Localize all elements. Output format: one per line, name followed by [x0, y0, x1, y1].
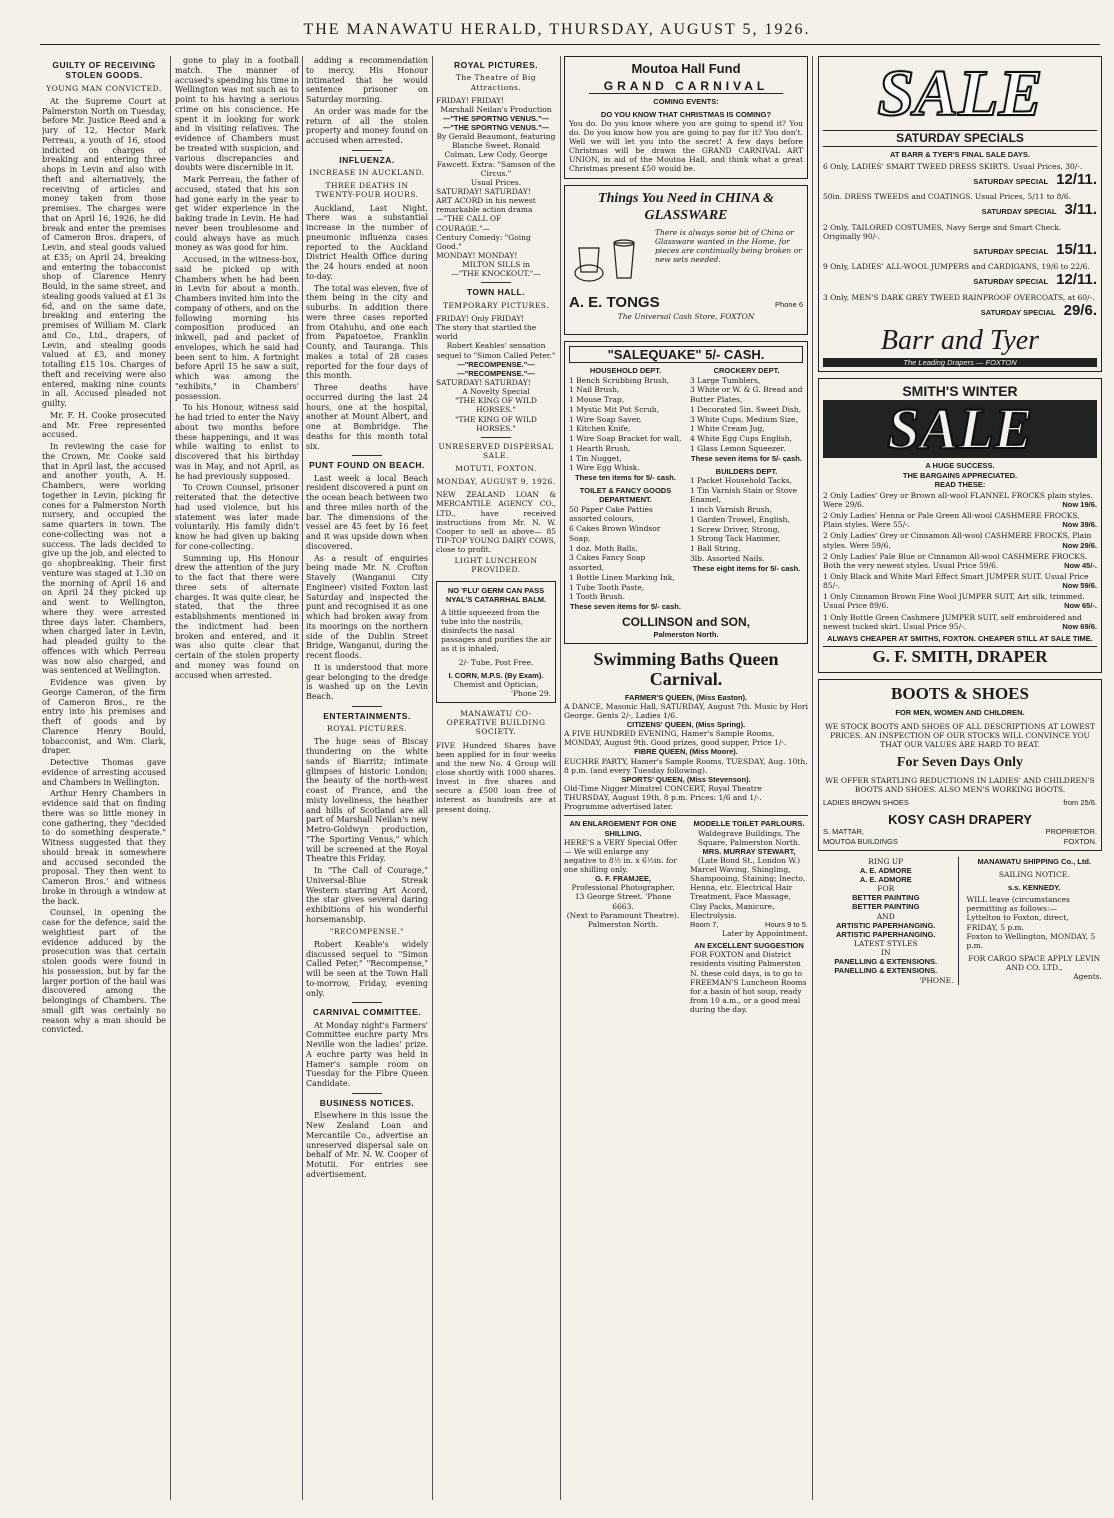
farmers-queen: FARMER'S QUEEN, (Miss Easton). — [624, 692, 748, 702]
barr-tyer-logo: Barr and Tyer — [880, 325, 1040, 357]
special-label: SATURDAY SPECIAL — [973, 246, 1049, 256]
boots-ladies: LADIES BROWN SHOES — [823, 798, 909, 808]
special-text: 3 Only, MEN'S DARK GREY TWEED RAINPROOF OVERCOATS, at 60/-. — [823, 292, 1095, 302]
smith-item-price: Now 59/6. — [1062, 581, 1097, 591]
town-line: "THE KING OF WILD HORSES." — [455, 396, 537, 415]
article-headline: GUILTY OF RECEIVING STOLEN GOODS. — [52, 60, 156, 81]
enlarge-town: Palmerston North. — [587, 919, 659, 929]
farmers-para: A DANCE, Masonic Hall, SATURDAY, August 7th. Music by Hori George. Gents 2/-, Ladies 1/6. — [564, 701, 808, 720]
smith-sale-word: SALE — [823, 400, 1097, 458]
sports-queen: SPORTS' QUEEN, (Miss Stevenson). — [621, 774, 751, 784]
admore-paperhanging: ARTISTIC PAPERHANGING. — [836, 929, 936, 939]
article-paragraph: Mark Perreau, the father of accused, stated that his son had gone early in the year to get wider experience in the baking trade in Levin. He had never been troublesome and could always have as much money as was good for him. — [175, 175, 299, 253]
article-paragraph: Summing up, His Honour drew the attention of the jury to the fact that there were three sets of alternate charges. It was quite clear, he stated, that the three establishments mentioned in the indictment had been broken and entered, and it was also quite clear that certain of the stolen property and money was found on accused when arrested. — [175, 553, 299, 680]
specials-list — [823, 162, 1097, 320]
smith-item — [823, 613, 1097, 631]
royal-line: MONDAY! MONDAY! — [436, 251, 518, 261]
builders-item: 1 Garden Trowel, English, — [690, 514, 790, 524]
special-label: SATURDAY SPECIAL — [973, 277, 1049, 287]
crockery-item: 3 White or W. & G. Bread and Butter Plates, — [690, 385, 803, 405]
enlarge-addr2: (Next to Paramount Theatre). — [566, 910, 680, 920]
royal-line: By Gerald Beaumont, featuring Blanche Sweet, Ronald Colman, Lew Cody, George Fawcett. Extra: "Samson of the Circus." — [436, 132, 556, 178]
boots-firm: KOSY CASH DRAPERY — [888, 811, 1032, 827]
moutoa-question: DO YOU KNOW THAT CHRISTMAS IS COMING? — [600, 109, 772, 119]
coop-paragraph: FIVE Hundred Shares have been applied for in four weeks and the new No. 4 Group will close shortly with 1000 shares. Invest in five shares and secure a £500 loan free of interest as hundreds are at present doing. — [436, 740, 556, 814]
entertainments-headline: ENTERTAINMENTS. — [323, 710, 411, 721]
article-paragraph: Elsewhere in this issue the New Zealand Loan and Mercantile Co., advertise an unreserved dispersal sale on behalf of Mr. N. W. Cooper of Motutii. For entries see advertisement. — [306, 1111, 428, 1179]
moutoa-sub: GRAND CARNIVAL — [589, 79, 783, 95]
article-paragraph: It is understood that more gear belonging to the dredge is washed up on the Levin Beach. — [306, 662, 428, 702]
admore-and: AND — [876, 911, 895, 921]
royal-subhead: The Theatre of Big Attractions. — [455, 73, 537, 92]
divider — [352, 150, 382, 151]
household-item: 1 Bench Scrubbing Brush, — [569, 375, 670, 385]
royal-line: FRIDAY! FRIDAY! — [436, 95, 505, 105]
special-label: SATURDAY SPECIAL — [980, 307, 1056, 317]
boots-prop: PROPRIETOR. — [1045, 827, 1097, 837]
shipping-cargo: FOR CARGO SPACE APPLY LEVIN AND CO. LTD., — [968, 953, 1101, 973]
town-line: SATURDAY! SATURDAY! — [436, 377, 531, 387]
article-paragraph: Auckland, Last Night. There was a substantial increase in the number of pneumonic influenza cases reported to the Auckland District Health Office during the 24 hours ended at noon to-day. — [306, 203, 428, 281]
boots-owner: S. MATTAR, — [823, 827, 864, 837]
article-paragraph: gone to play in a football match. The manner of accused's spending his time in Wellington was not such as to point to his having a serious crime on his conscience. He spent it in looking for work and in visiting relatives. The evidence of Chambers must be treated with suspicion, and various discrepancies and doubts were discernible in it. — [175, 56, 299, 173]
special-item — [823, 262, 1097, 289]
sale-paragraph: NEW ZEALAND LOAN & MERCANTILE AGENCY CO., LTD., have received instructions from Mr. N. W. Cooper to sell as above— 85 TIP-TOP YOUNG DAIRY COWS, close to profit. — [436, 490, 556, 555]
shipping-para: WILL leave (circumstances permitting as follows:— — [966, 895, 1070, 914]
divider — [481, 282, 511, 283]
toilet-item: 1 Tooth Brush. — [569, 592, 625, 602]
barr-tyer-ad — [818, 56, 1102, 372]
suggestion-para: FOR FOXTON and District residents visiting Palmerston N. these cold days, is to go to FREEMAN'S Luncheon Rooms for a basin of hot soup, ready from 10 a.m., or a good meal during the day. — [690, 950, 807, 1015]
column-2 — [175, 56, 299, 1500]
modelle-hours: Hours 9 to 5. — [765, 919, 808, 929]
town-line: —"RECOMPENSE."— — [457, 368, 535, 378]
nyal-chemist: I. CORN, M.P.S. (By Exam). — [448, 670, 544, 680]
article-paragraph: Counsel, in opening the case for the defence, said the weightiest part of the evidence adduced by the prosecution was that certain stolen goods were found in his possession, but by far the larger portion of the haul was discovered among the belongings of Chambers. The small gift was certainly no reason why a man should be convicted. — [42, 908, 166, 1035]
special-price: 29/6. — [1063, 301, 1097, 319]
builders-item: 3lb. Assorted Nails. — [690, 553, 765, 563]
china-store: A. E. TONGS — [569, 293, 660, 311]
admore-phone: 'PHONE. — [919, 975, 954, 985]
column-3 — [306, 56, 428, 1500]
column-rule — [432, 56, 433, 1500]
divider — [481, 437, 511, 438]
salequake-title: "SALEQUAKE" 5/- CASH. — [569, 346, 803, 364]
town-line: Robert Keables' sensation sequel to "Simon Called Peter." — [436, 341, 556, 360]
admore-panelling: PANELLING & EXTENSIONS. — [834, 966, 938, 976]
admore-ring: RING UP — [868, 856, 904, 866]
smith-item-price: Now 69/6. — [1062, 621, 1097, 631]
shipping-l2: Foxton to Wellington, MONDAY, 5 p.m. — [966, 931, 1096, 950]
admore-painting: BETTER PAINTING — [852, 893, 920, 903]
toilet-head: TOILET & FANCY GOODS DEPARTMENT. — [579, 486, 672, 505]
article-paragraph: An order was made for the return of all the stolen property and money found on accused when arrested. — [306, 106, 428, 145]
smith-item-text: 2 Only Ladies' Grey or Cinnamon All-wool CASHMERE FROCKS, Plain styles. Were 59/6. — [823, 531, 1092, 550]
nyal-headline: NO 'FLU' GERM CAN PASS NYAL'S CATARRHAL BALM. — [445, 585, 547, 604]
smith-item-price: Now 39/6. — [1062, 520, 1097, 530]
china-paragraph: There is always some bit of China or Glassware wanted in the Home, for pieces are continually being broken or new sets needed. — [655, 227, 802, 265]
crockery-foot: These seven items for 5/- cash. — [691, 453, 802, 463]
enlarge-addr: 13 George Street. 'Phone 6663. — [574, 892, 672, 911]
admore-name: A. E. ADMORE — [859, 865, 912, 875]
boots-para: WE STOCK BOOTS AND SHOES OF ALL DESCRIPTIONS AT LOWEST PRICES. AN INSPECTION OF OUR STOCKS WILL CONVINCE YOU THAT OUR VALUES ARE HARD TO BEAT. — [825, 721, 1095, 749]
barr-tyer-tagline: The Leading Drapers — FOXTON — [823, 358, 1097, 367]
special-text: 2 Only, TAILORED COSTUMES, Navy Serge and Smart Check. Originally 90/-. — [823, 222, 1062, 241]
shipping-title: MANAWATU SHIPPING Co., Ltd. — [977, 856, 1092, 866]
modelle-para: Marcel Waving, Shingling, Shampooing, Staining; Inecto, Henna, etc. Electrical Hair Treatment, Face Massage, Clay Packs, Manicure, Electrolysis. — [690, 865, 806, 920]
smith-read: READ THESE: — [934, 479, 986, 489]
influenza-subhead-2: THREE DEATHS IN TWENTY-FOUR HOURS. — [315, 181, 419, 200]
household-head: HOUSEHOLD DEPT. — [589, 366, 662, 376]
royal-line: —"THE SPORTNG VENUS."— — [442, 113, 550, 123]
royal-line: Marshall Neilan's Production — [440, 104, 552, 114]
sports-para: Old-Time Nigger Minstrel CONCERT, Royal Theatre THURSDAY, August 19th, 8 p.m. Prices: 1/6 and 1/-. Programme advertised later. — [564, 783, 762, 812]
builders-head: BUILDERS DEPT. — [715, 466, 778, 476]
household-item: 1 Nail Brush, — [569, 385, 620, 395]
household-foot: These ten items for 5/- cash. — [575, 473, 676, 483]
china-ad — [564, 185, 808, 335]
royal-line: —"THE CALL OF COURAGE."— — [436, 214, 502, 233]
smith-item-price: Now 19/6. — [1062, 500, 1097, 510]
masthead: THE MANAWATU HERALD, THURSDAY, AUGUST 5, 1926. — [303, 21, 811, 38]
smith-cheap: ALWAYS CHEAPER AT SMITHS, FOXTON. CHEAPER STILL AT SALE TIME. — [827, 633, 1093, 643]
crockery-item: 4 White Egg Cups English, — [690, 434, 792, 444]
sale-word: SALE — [877, 57, 1043, 130]
royal-line: —"THE SPORTNG VENUS."— — [442, 123, 550, 133]
household-item: 1 Tin Nugget, — [569, 453, 622, 463]
household-item: 1 Kitchen Knife, — [569, 424, 631, 434]
royal-line: Century Comedy: "Going Good." — [436, 232, 531, 251]
fibre-queen: FIBRE QUEEN, (Miss Moore). — [634, 747, 738, 757]
household-item: 1 Hearth Brush, — [569, 443, 631, 453]
china-title: Things You Need in CHINA & GLASSWARE — [598, 190, 774, 223]
article-paragraph: To Crown Counsel, prisoner reiterated that the detective had used violence, but his statement was later made voluntarily. His family didn't know he had given up baking for cone-collecting. — [175, 483, 299, 551]
special-label: SATURDAY SPECIAL — [981, 207, 1057, 217]
moutoa-title: Moutoa Hall Fund — [631, 61, 741, 76]
smith-item — [823, 592, 1097, 610]
royal-line: ART ACORD in his newest remarkable action drama — [436, 196, 536, 215]
article-paragraph: At the Supreme Court at Palmerston North on Tuesday, before Mr. Justice Reed and a jury of 12, Hector Mark Perreau, a youth of 16, stood indicted on charges of breaking and entering three shops in Levin and also with theft and alternatively, the receiving of articles and money taken from those premises. The charges were that on April 16, 1926, he did break and enter the premises of Cameron Bros. drapers, of Levin, and steal goods valued at £35; on April 24, breaking and entering the tobacconist shop of Clarence Henry Bould, in the same street, and stealing goods valued at £1 3s 6d, and on the same date, breaking and entering the premises of William M. Clark and Co., Ltd., drapers, of Levin, and stealing goods valued at £3, and money totalling £15 10s. Charges of theft and receiving were also entered, making nine counts in all. Accused pleaded not guilty. — [42, 96, 166, 409]
influenza-subhead: INCREASE IN AUCKLAND. — [309, 168, 425, 178]
article-paragraph: Accused, in the witness-box, said he picked up with Chambers when he had been in Levin for about a month. Chambers invited him into the company of others, and on the following morning his composition produced an inkwell, pad and packet of envelopes, which he said had been sent to him. A fortnight before April 15 he saw a suit, which was among the "exhibits," in Chambers' possession. — [175, 255, 299, 401]
modelle-name: MRS. MURRAY STEWART, — [702, 846, 796, 856]
crockery-item: 1 White Cream Jug, — [690, 424, 765, 434]
enlarge-para: HERE'S a VERY Special Offer— We will enlarge any negative to 8½ in. x 6½in. for one shilling only. — [564, 837, 677, 875]
citizens-para: A FIVE HUNDRED EVENING, Hamer's Sample Rooms, MONDAY, August 9th. Good prizes, good supper, Price 1/-. — [564, 729, 787, 748]
admore-paperhanging: ARTISTIC PAPERHANGING. — [836, 920, 936, 930]
punt-headline: PUNT FOUND ON BEACH. — [309, 460, 425, 471]
builders-item: 1 Packet Household Tacks, — [690, 475, 792, 485]
coop-headline: MANAWATU CO-OPERATIVE BUILDING SOCIETY. — [446, 709, 546, 737]
shipping-notice: SAILING NOTICE. — [998, 869, 1070, 879]
modelle-late: (Late Bond St., London W.) — [697, 855, 801, 865]
builders-item: 1 Tin Varnish Stain or Stove Enamel, — [690, 485, 797, 505]
moutoa-paragraph: You do. Do you know where you are going to spend it? You do. Do you know how you are going to pay for it? You don't. Well we will let you into the secret! A few days before Christmas will be drawn the GRAND CARNIVAL ART UNION, in aid of the Moutoa Hall, and think what a great Christmas present £50 would be. — [569, 118, 803, 174]
crockery-item: 3 White Cups, Medium Size, — [690, 414, 798, 424]
sale-headline: UNRESERVED DISPERSAL SALE. — [438, 441, 554, 460]
crockery-head: CROCKERY DEPT. — [713, 366, 780, 376]
smith-item-text: 1 Only Black and White Marl Effect Smart JUMPER SUIT. Usual Price 85/-. — [823, 572, 1089, 591]
divider — [352, 455, 382, 456]
smith-item-text: 1 Only Bottle Green Cashmere JUMPER SUIT, self embroidered and newest tucked skirt. Usual Price 95/-. — [823, 612, 1082, 631]
column-rule — [812, 56, 813, 1500]
smith-item — [823, 552, 1097, 570]
smith-item-text: 2 Only Ladies' Grey or Brown all-wool FLANNEL FROCKS plain styles. Were 29/6. — [823, 490, 1093, 510]
nyal-paragraph: A little squeezed from the tube into the nostrils, disinfects the nasal passages and purifies the air as it is inhaled. — [441, 607, 551, 654]
article-paragraph: In "The Call of Courage," Universal-Blue Streak Western starring Art Acord, the star gives several daring exhibitions of his wonderful horsemanship. — [306, 866, 428, 924]
carnival-headline: CARNIVAL COMMITTEE. — [312, 1007, 422, 1018]
article-paragraph: Last week a local Beach resident discovered a punt on the ocean beach between two and three miles north of the bar. The dimensions of the vessel are 45 feet by 16 feet and it was upside down when discovered. — [306, 473, 428, 551]
column-5 — [564, 56, 808, 1500]
nyal-ad — [436, 581, 556, 704]
modelle-title: MODELLE TOILET PARLOURS. — [693, 819, 805, 829]
citizens-queen: CITIZENS' QUEEN, (Miss Spring). — [626, 719, 746, 729]
suggestion-head: AN EXCELLENT SUGGESTION — [694, 941, 804, 951]
column-rule — [170, 56, 171, 1500]
town-line: FRIDAY! Only FRIDAY! — [436, 313, 525, 323]
special-price: 12/11. — [1056, 170, 1097, 188]
fibre-para: EUCHRE PARTY, Hamer's Sample Rooms, TUESDAY, Aug. 10th, 8 p.m. (and every Tuesday following). — [564, 756, 808, 775]
special-label: SATURDAY SPECIAL — [973, 176, 1049, 186]
toilet-list — [569, 505, 682, 603]
nyal-price: 2/- Tube, Post Free. — [458, 657, 534, 667]
article-paragraph: adding a recommendation to mercy. His Honour intimated that he would sentence prisoner on Saturday morning. — [306, 56, 428, 104]
moutoa-events: COMING EVENTS: — [653, 97, 719, 107]
special-item — [823, 192, 1097, 219]
article-paragraph: As a result of enquiries being made Mr. N. Crofton Stavely (Wanganui City Engineer) visited Foxton last Saturday and inspected the punt and recognised it as one which had broken away from its moorings on the northern side of the Dublin Street Bridge, Wanganui, during the recent floods. — [306, 553, 428, 661]
royal-headline: ROYAL PICTURES. — [453, 60, 539, 70]
special-item — [823, 293, 1097, 320]
toilet-item: 1 Tube Tooth Paste, — [569, 582, 645, 592]
moutoa-ad — [564, 56, 808, 179]
boots-offer: WE OFFER STARTLING REDUCTIONS IN LADIES' AND CHILDREN'S BOOTS AND SHOES. ALSO MEN'S WORKING BOOTS. — [825, 776, 1095, 795]
specials-title: SATURDAY SPECIALS — [823, 130, 1097, 147]
bottom-right-ads — [818, 857, 1102, 985]
boots-town: FOXTON. — [1063, 836, 1097, 846]
smith-title: SMITH'S WINTER — [902, 383, 1018, 400]
shipping-l1: Lyttelton to Foxton, direct, FRIDAY, 5 p.m. — [966, 913, 1069, 932]
royal-line: —"THE KNOCKOUT."— — [451, 269, 541, 279]
toilet-foot: These seven items for 5/- cash. — [570, 602, 681, 612]
builders-list — [690, 476, 803, 564]
enlarge-title: AN ENLARGEMENT FOR ONE SHILLING. — [569, 819, 677, 838]
column-rule — [302, 56, 303, 1500]
special-text: 9 Only, LADIES' ALL-WOOL JUMPERS and CARDIGANS, 19/6 to 22/6. — [823, 262, 1090, 272]
royal-line: Usual Prices. — [470, 177, 522, 187]
builders-item: 1 Ball String, — [690, 544, 741, 554]
divider — [352, 1002, 382, 1003]
article-paragraph: Robert Keable's widely discussed sequel to "Simon Called Peter," "Recompense," will be seen at the Town Hall to-morrow, Friday, evening only. — [306, 939, 428, 998]
nyal-sub: Chemist and Optician, — [453, 679, 539, 689]
town-hall-subhead: TEMPORARY PICTURES. — [442, 300, 550, 310]
article-subhead: YOUNG MAN CONVICTED. — [46, 83, 162, 93]
sale-date: MONDAY, AUGUST 9, 1926. — [436, 477, 556, 487]
royal-line: SATURDAY! SATURDAY! — [436, 187, 531, 197]
boots-ladies-price: from 25/6. — [1063, 798, 1097, 808]
article-paragraph: The total was eleven, five of them being in the city and suburbs. In addition there were three cases reported from Otahuhu, and one each from Papatoetoe, Franklin County, and Tauranga. This makes a total of 28 cases reported for the four days of this month. — [306, 283, 428, 381]
town-line: The story that startled the world — [436, 323, 537, 342]
smith-item — [823, 572, 1097, 590]
household-item: 1 Wire Soap Bracket for wall, — [569, 434, 682, 444]
town-line: —"RECOMPENSE."— — [457, 359, 535, 369]
swimming-title: Swimming Baths Queen Carnival. — [593, 648, 779, 689]
shipping-ship: s.s. KENNEDY. — [1007, 882, 1061, 892]
entertainments-subhead: ROYAL PICTURES. — [327, 724, 407, 734]
enlarge-sub: Professional Photographer. — [571, 883, 675, 893]
crockery-item: 1 Glass Lemon Squeezer. — [690, 443, 786, 453]
article-paragraph: In reviewing the case for the Crown, Mr. Cooke said that in April last, the accused and another youth, A. H. Chambers, were working together in Levin, picking fir cones for a Palmerston North nursery, and occupied the same quarters in town. The cone-collecting was not a success. The lads decided to give up the job, and elected to go shopbreaking. Their first venture was staged at 1.30 on the morning of April 16 and on April 24 they picked up and went to Wellington, where they were arrested three days later. Chambers, when charged later in Levin, had pleaded guilty to the offences with which Perreau was now also charged, and was sentenced at Wellington. — [42, 442, 166, 676]
smith-firm: G. F. SMITH, DRAPER — [823, 646, 1097, 668]
column-6 — [818, 56, 1102, 1500]
builders-foot: These eight items for 5/- cash. — [692, 563, 801, 573]
toilet-item: 1 doz. Moth Balls, — [569, 543, 638, 553]
household-item: 1 Wire Egg Whisk. — [569, 463, 640, 473]
china-tagline: The Universal Cash Store, FOXTON — [617, 312, 755, 322]
smith-item — [823, 531, 1097, 549]
modelle-appt: Later by Appointment. — [722, 929, 808, 939]
boots-sub: FOR MEN, WOMEN AND CHILDREN. — [895, 708, 1025, 718]
china-phone: Phone 6 — [775, 299, 803, 309]
special-price: 15/11. — [1056, 240, 1097, 258]
admore-for: FOR — [877, 884, 895, 894]
article-paragraph: Arthur Henry Chambers in evidence said that on finding there was so little money in cone gathering, they "decided to do something desperate." Witness suggested that they should break in somewhere and accused seconded the proposal. They then went to Cameron Bros.' and witness broke in through a window at the back. — [42, 789, 166, 906]
special-price: 3/11. — [1064, 201, 1097, 219]
shipping-agents: Agents. — [1073, 972, 1102, 982]
toilet-item: 1 Bottle Linen Marking Ink, — [569, 572, 675, 582]
household-list — [569, 376, 682, 474]
salequake-town: Palmerston North. — [653, 629, 719, 639]
influenza-headline: INFLUENZA. — [339, 154, 395, 165]
smith-item — [823, 491, 1097, 509]
smith-item-price: Now 29/6. — [1062, 540, 1097, 550]
sale-place: MOTUTI, FOXTON. — [455, 464, 537, 474]
admore-painting: BETTER PAINTING — [852, 902, 920, 912]
admore-latest: LATEST STYLES — [853, 938, 918, 948]
household-item: 1 Mouse Trap, — [569, 395, 625, 405]
household-item: 1 Wire Soap Saver, — [569, 414, 642, 424]
builders-item: 1 inch Varnish Brush, — [690, 505, 772, 515]
article-paragraph: Detective Thomas gave evidence of arresting accused and Chambers in Wellington. — [42, 758, 166, 787]
sale-footer: LIGHT LUNCHEON PROVIDED. — [454, 556, 538, 575]
builders-item: 1 Strong Tack Hammer, — [690, 534, 781, 544]
salequake-ad — [564, 341, 808, 644]
article-paragraph: To his Honour, witness said he had tried to enter the Navy about two months before these happenings, and it was while waiting to enlist to discovered that his birthday was in May, and not April, as he had previously supposed. — [175, 403, 299, 481]
household-item: 1 Mystic Mit Pot Scrub, — [569, 404, 659, 414]
smith-item-price: Now 65/-. — [1064, 601, 1097, 611]
royal-line: MILTON SILLS in — [462, 260, 530, 270]
article-paragraph: The huge seas of Biscay thundering on the white sands of Biarritz; intimate glimpses of historic London; the beauty of the north-west coast of France, and the misty loveliness, the heather and hills of Scotland are all part of Marshall Neilan's new Metro-Goldwyn production, "The Sporting Venus," which will be screened at the Royal Theatre this Friday. — [306, 737, 428, 864]
smith-bargains: THE BARGAINS APPRECIATED. — [902, 470, 1018, 480]
toilet-item: 50 Paper Cake Patties assorted colours, — [569, 504, 653, 524]
smith-success: A HUGE SUCCESS. — [925, 461, 995, 471]
swimming-ad — [564, 650, 808, 811]
smith-ad — [818, 378, 1102, 672]
bottom-ads — [564, 815, 808, 1014]
divider — [352, 706, 382, 707]
boots-bldg: MOUTOA BUILDINGS — [823, 836, 898, 846]
boots-seven: For Seven Days Only — [896, 755, 1024, 771]
toilet-item: 3 Cakes Fancy Soap assorted, — [569, 553, 646, 573]
nyal-phone: 'Phone 29. — [510, 689, 551, 699]
crockery-list — [690, 376, 803, 454]
smith-item-text: 2 Only Ladies' Pale Blue or Cinnamon All-wool CASHMERE FROCKS. Both the very newest styles. Usual Price 59/6. — [823, 551, 1088, 570]
notices-headline: BUSINESS NOTICES. — [319, 1097, 415, 1108]
smith-list — [823, 491, 1097, 631]
town-line: A Novelty Special — [462, 387, 530, 397]
town-line: "THE KING OF WILD HORSES." — [455, 414, 537, 433]
boots-title: BOOTS & SHOES — [891, 683, 1029, 703]
crockery-item: 3 Large Tumblers, — [690, 375, 761, 385]
article-paragraph: At Monday night's Farmers' Committee euchre party Mrs Neville won the ladies' prize. A euchre party was held in Hamer's sample room on Tuesday for the Fibre Queen Candidate. — [306, 1020, 428, 1089]
special-price: 12/11. — [1056, 271, 1097, 289]
article-paragraph: Mr. F. H. Cooke prosecuted and Mr. Free represented accused. — [42, 410, 166, 440]
special-item — [823, 223, 1097, 260]
special-item — [823, 162, 1097, 189]
article-paragraph: Evidence was given by George Cameron, of the firm of Cameron Bros., re the entry into his premises and theft of goods and by Clarence Henry Bould, tobacconist, and Wm. Clark, draper. — [42, 678, 166, 756]
special-text: 6 Only, LADIES' SMART TWEED DRESS SKIRTS. Usual Prices, 30/-. — [823, 161, 1083, 171]
masthead-rule — [40, 44, 1100, 45]
modelle-room: Room 7, — [690, 919, 719, 929]
special-text: 50in. DRESS TWEEDS and COATINGS. Usual Prices, 5/11 to 8/6. — [823, 192, 1072, 202]
column-4 — [436, 56, 556, 1500]
town-hall-headline: TOWN HALL. — [466, 287, 526, 298]
builders-item: 1 Screw Driver, Strong, — [690, 524, 780, 534]
article-paragraph: Three deaths have occurred during the last 24 hours, one at the hospital, another at Mount Albert, and one at Bombridge. The deaths for this month total six. — [306, 383, 428, 451]
divider — [352, 1093, 382, 1094]
admore-name: A. E. ADMORE — [859, 874, 912, 884]
smith-item-text: 1 Only Cinnamon Brown Fine Wool JUMPER SUIT, Art silk, trimmed. Usual Price 89/6. — [823, 592, 1085, 611]
salequake-firm: COLLINSON and SON, — [621, 615, 750, 630]
article-subhead: "RECOMPENSE." — [329, 926, 405, 936]
column-rule — [560, 56, 561, 1500]
column-1 — [42, 56, 166, 1500]
crockery-item: 1 Decorated 5in. Sweet Dish, — [690, 404, 802, 414]
smith-item-price: Now 45/-. — [1064, 560, 1097, 570]
admore-panelling: PANELLING & EXTENSIONS. — [834, 957, 938, 967]
enlarge-name: G. F. FRAMJEE, — [595, 874, 651, 884]
china-illustration — [569, 228, 649, 288]
toilet-item: 6 Cakes Brown Windsor Soap, — [569, 524, 661, 543]
smith-item-text: 2 Only Ladies' Henna or Pale Green All-wool CASHMERE FROCKS, Plain styles. Were 55/-. — [823, 511, 1080, 530]
admore-in: IN — [880, 948, 891, 958]
smith-item — [823, 511, 1097, 529]
modelle-addr: Waldegrave Buildings, The Square, Palmerston North. — [697, 828, 801, 847]
boots-ad — [818, 679, 1102, 851]
specials-at: AT BARR & TYER'S FINAL SALE DAYS. — [890, 149, 1030, 159]
